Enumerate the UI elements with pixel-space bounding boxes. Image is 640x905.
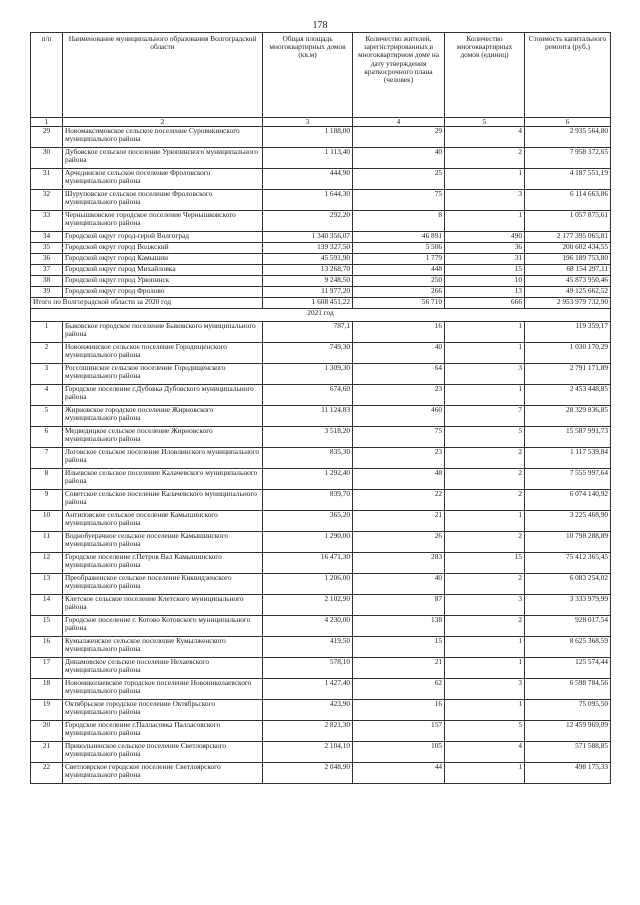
houses-value: 10	[445, 276, 525, 287]
area-value: 419,50	[263, 637, 353, 658]
row-number: 19	[31, 700, 63, 721]
total-area: 1 608 451,22	[263, 298, 353, 309]
area-value: 835,30	[263, 448, 353, 469]
row-number: 4	[31, 385, 63, 406]
row-number: 1	[31, 322, 63, 343]
houses-value: 1	[445, 658, 525, 679]
row-number: 34	[31, 232, 63, 243]
residents-value: 26	[353, 532, 445, 553]
cost-value: 49 125 662,52	[525, 287, 611, 298]
municipality-name: Городской округ город Камышин	[63, 254, 263, 265]
houses-value: 1	[445, 763, 525, 784]
area-value: 1 292,40	[263, 469, 353, 490]
row-number: 9	[31, 490, 63, 511]
table-row	[31, 469, 611, 490]
residents-value: 283	[353, 553, 445, 574]
cost-value: 28 329 836,85	[525, 406, 611, 427]
municipality-name: Городской округ город Урюпинск	[63, 276, 263, 287]
cost-value: 6 083 254,02	[525, 574, 611, 595]
houses-value: 2	[445, 469, 525, 490]
row-number: 35	[31, 243, 63, 254]
municipality-name: Жирновское городское поселение Жирновского муниципального района	[63, 406, 263, 427]
area-value: 16 471,30	[263, 553, 353, 574]
cost-value: 196 189 753,80	[525, 254, 611, 265]
houses-value: 15	[445, 553, 525, 574]
table-row	[31, 265, 611, 276]
residents-value: 23	[353, 385, 445, 406]
municipality-name: Россошинское сельское поселение Городищенского муниципального района	[63, 364, 263, 385]
cost-value: 7 958 372,65	[525, 148, 611, 169]
cost-value: 3 333 979,99	[525, 595, 611, 616]
area-value: 1 644,30	[263, 190, 353, 211]
residents-value: 29	[353, 127, 445, 148]
municipality-name: Медведицкое сельское поселение Жирновского муниципального района	[63, 427, 263, 448]
residents-value: 8	[353, 211, 445, 232]
residents-value: 87	[353, 595, 445, 616]
residents-value: 5 506	[353, 243, 445, 254]
cost-value: 3 225 468,90	[525, 511, 611, 532]
table-row	[31, 148, 611, 169]
municipality-name: Городской округ город Волжский	[63, 243, 263, 254]
municipality-name: Клетское сельское поселение Клетского муниципального района	[63, 595, 263, 616]
row-number: 17	[31, 658, 63, 679]
year-label: 2021 год	[31, 309, 611, 322]
municipality-name: Воднобуерачное сельское поселение Камышинского муниципального района	[63, 532, 263, 553]
residents-value: 40	[353, 343, 445, 364]
column-number: 1	[31, 118, 63, 127]
houses-value: 5	[445, 427, 525, 448]
row-number: 14	[31, 595, 63, 616]
houses-value: 2	[445, 574, 525, 595]
table-row	[31, 364, 611, 385]
area-value: 292,20	[263, 211, 353, 232]
table-row	[31, 721, 611, 742]
header-index: п/п	[31, 33, 63, 118]
residents-value: 15	[353, 637, 445, 658]
cost-value: 75 095,50	[525, 700, 611, 721]
houses-value: 3	[445, 190, 525, 211]
row-number: 38	[31, 276, 63, 287]
municipality-name: Шуруповское сельское поселение Фроловского муниципального района	[63, 190, 263, 211]
area-value: 839,70	[263, 490, 353, 511]
municipality-name: Новониколаевское городское поселение Новониколаевского муниципального района	[63, 679, 263, 700]
column-number: 3	[263, 118, 353, 127]
cost-value: 15 587 991,73	[525, 427, 611, 448]
residents-value: 448	[353, 265, 445, 276]
row-number: 32	[31, 190, 63, 211]
column-number-row	[31, 118, 611, 127]
houses-value: 36	[445, 243, 525, 254]
row-number: 29	[31, 127, 63, 148]
area-value: 1 309,30	[263, 364, 353, 385]
row-number: 22	[31, 763, 63, 784]
municipality-name: Октябрьское городское поселение Октябрьского муниципального района	[63, 700, 263, 721]
row-number: 33	[31, 211, 63, 232]
municipality-name: Быковское городское поселение Быковского муниципального района	[63, 322, 263, 343]
houses-value: 1	[445, 700, 525, 721]
houses-value: 1	[445, 322, 525, 343]
year-row	[31, 309, 611, 322]
cost-value: 119 359,17	[525, 322, 611, 343]
header-row	[31, 33, 611, 118]
area-value: 1 290,00	[263, 532, 353, 553]
row-number: 18	[31, 679, 63, 700]
table-row	[31, 616, 611, 637]
cost-value: 2 791 171,89	[525, 364, 611, 385]
table-row	[31, 211, 611, 232]
cost-value: 2 453 448,85	[525, 385, 611, 406]
cost-value: 12 459 969,09	[525, 721, 611, 742]
cost-value: 125 574,44	[525, 658, 611, 679]
row-number: 7	[31, 448, 63, 469]
row-number: 15	[31, 616, 63, 637]
table-row	[31, 763, 611, 784]
area-value: 2 821,30	[263, 721, 353, 742]
residents-value: 75	[353, 190, 445, 211]
residents-value: 25	[353, 169, 445, 190]
area-value: 13 268,70	[263, 265, 353, 276]
page-number: 178	[312, 20, 328, 31]
municipality-name: Ильевское сельское поселение Калачевского муниципального района	[63, 469, 263, 490]
header-residents: Количество жителей, зарегистрированных в многоквартирном доме на дату утверждения краткосрочного плана (человек)	[353, 33, 445, 118]
header-area: Общая площадь многоквартирных домов (кв.м)	[263, 33, 353, 118]
table-row	[31, 276, 611, 287]
houses-value: 490	[445, 232, 525, 243]
houses-value: 7	[445, 406, 525, 427]
municipality-name: Городской округ город Фролово	[63, 287, 263, 298]
houses-value: 1	[445, 385, 525, 406]
column-number: 5	[445, 118, 525, 127]
column-number: 6	[525, 118, 611, 127]
houses-value: 1	[445, 511, 525, 532]
municipality-name: Преображенское сельское поселение Киквидзенского муниципального района	[63, 574, 263, 595]
row-number: 10	[31, 511, 63, 532]
area-value: 1 206,00	[263, 574, 353, 595]
table-row	[31, 679, 611, 700]
area-value: 45 591,90	[263, 254, 353, 265]
cost-value: 2 177 395 065,81	[525, 232, 611, 243]
residents-value: 44	[353, 763, 445, 784]
area-value: 1 340 356,07	[263, 232, 353, 243]
cost-value: 1 057 875,61	[525, 211, 611, 232]
houses-value: 1	[445, 169, 525, 190]
cost-value: 4 187 551,19	[525, 169, 611, 190]
table-row	[31, 574, 611, 595]
residents-value: 23	[353, 448, 445, 469]
table-row	[31, 427, 611, 448]
houses-value: 1	[445, 211, 525, 232]
houses-value: 13	[445, 287, 525, 298]
row-number: 3	[31, 364, 63, 385]
area-value: 9 248,50	[263, 276, 353, 287]
residents-value: 40	[353, 574, 445, 595]
area-value: 365,20	[263, 511, 353, 532]
table-row	[31, 700, 611, 721]
municipality-name: Городское поселение г. Котово Котовского муниципального района	[63, 616, 263, 637]
houses-value: 2	[445, 616, 525, 637]
cost-value: 7 555 997,64	[525, 469, 611, 490]
residents-value: 21	[353, 658, 445, 679]
houses-value: 31	[445, 254, 525, 265]
header-cost: Стоимость капитального ремонта (руб.)	[525, 33, 611, 118]
column-number: 4	[353, 118, 445, 127]
municipality-name: Чернышковское городское поселение Чернышковского муниципального района	[63, 211, 263, 232]
cost-value: 928 017,54	[525, 616, 611, 637]
houses-value: 1	[445, 637, 525, 658]
cost-value: 1 030 170,29	[525, 343, 611, 364]
area-value: 4 230,00	[263, 616, 353, 637]
municipality-name: Дубовское сельское поселение Урюпинского муниципального района	[63, 148, 263, 169]
total-cost: 2 953 979 732,90	[525, 298, 611, 309]
residents-value: 64	[353, 364, 445, 385]
total-row	[31, 298, 611, 309]
municipality-name: Городской округ город Михайловка	[63, 265, 263, 276]
table-row	[31, 742, 611, 763]
row-number: 20	[31, 721, 63, 742]
area-value: 11 977,20	[263, 287, 353, 298]
municipality-name: Арчединское сельское поселение Фроловского муниципального района	[63, 169, 263, 190]
area-value: 1 188,00	[263, 127, 353, 148]
row-number: 6	[31, 427, 63, 448]
houses-value: 3	[445, 364, 525, 385]
area-value: 1 113,40	[263, 148, 353, 169]
total-houses: 666	[445, 298, 525, 309]
row-number: 8	[31, 469, 63, 490]
residents-value: 1 779	[353, 254, 445, 265]
houses-value: 2	[445, 448, 525, 469]
table-row	[31, 448, 611, 469]
houses-value: 2	[445, 490, 525, 511]
cost-value: 75 412 365,45	[525, 553, 611, 574]
table-row	[31, 406, 611, 427]
municipality-name: Городской округ город-герой Волгоград	[63, 232, 263, 243]
municipality-name: Привольненское сельское поселение Светлоярского муниципального района	[63, 742, 263, 763]
residents-value: 46 891	[353, 232, 445, 243]
table-row	[31, 287, 611, 298]
cost-value: 1 117 539,84	[525, 448, 611, 469]
residents-value: 16	[353, 700, 445, 721]
table-row	[31, 190, 611, 211]
table-row	[31, 637, 611, 658]
area-value: 787,1	[263, 322, 353, 343]
capital-repair-table	[30, 32, 611, 784]
cost-value: 6 598 784,56	[525, 679, 611, 700]
houses-value: 2	[445, 532, 525, 553]
houses-value: 4	[445, 742, 525, 763]
municipality-name: Логовское сельское поселение Иловлинского муниципального района	[63, 448, 263, 469]
cost-value: 6 114 663,86	[525, 190, 611, 211]
table-row	[31, 658, 611, 679]
residents-value: 21	[353, 511, 445, 532]
table-row	[31, 343, 611, 364]
residents-value: 157	[353, 721, 445, 742]
area-value: 11 124,83	[263, 406, 353, 427]
cost-value: 498 175,33	[525, 763, 611, 784]
municipality-name: Новонжинское сельское поселение Городищенского муниципального района	[63, 343, 263, 364]
row-number: 5	[31, 406, 63, 427]
residents-value: 460	[353, 406, 445, 427]
row-number: 11	[31, 532, 63, 553]
table-row	[31, 243, 611, 254]
area-value: 2 102,90	[263, 595, 353, 616]
houses-value: 2	[445, 148, 525, 169]
area-value: 2 048,90	[263, 763, 353, 784]
area-value: 749,30	[263, 343, 353, 364]
municipality-name: Городское поселение г.Петров Вал Камышинского муниципального района	[63, 553, 263, 574]
municipality-name: Советское сельское поселение Калачевского муниципального района	[63, 490, 263, 511]
municipality-name: Антиповское сельское поселение Камышинского муниципального района	[63, 511, 263, 532]
residents-value: 22	[353, 490, 445, 511]
table-row	[31, 254, 611, 265]
table-row	[31, 490, 611, 511]
area-value: 423,90	[263, 700, 353, 721]
table-row	[31, 322, 611, 343]
residents-value: 250	[353, 276, 445, 287]
cost-value: 8 625 368,59	[525, 637, 611, 658]
row-number: 39	[31, 287, 63, 298]
table-row	[31, 532, 611, 553]
area-value: 674,60	[263, 385, 353, 406]
municipality-name: Светлоярское городское поселение Светлоярского муниципального района	[63, 763, 263, 784]
row-number: 12	[31, 553, 63, 574]
houses-value: 1	[445, 343, 525, 364]
houses-value: 3	[445, 595, 525, 616]
area-value: 2 104,10	[263, 742, 353, 763]
row-number: 30	[31, 148, 63, 169]
header-houses: Количество многоквартирных домов (единиц)	[445, 33, 525, 118]
header-municipality: Наименование муниципального образования Волгоградской области	[63, 33, 263, 118]
table-row	[31, 511, 611, 532]
cost-value: 2 935 564,80	[525, 127, 611, 148]
municipality-name: Динамовское сельское поселение Нехаевского муниципального района	[63, 658, 263, 679]
total-label: Итого по Волгоградской области за 2020 год	[31, 298, 263, 309]
residents-value: 266	[353, 287, 445, 298]
cost-value: 571 588,85	[525, 742, 611, 763]
municipality-name: Кумылженское сельское поселение Кумылженского муниципального района	[63, 637, 263, 658]
residents-value: 75	[353, 427, 445, 448]
row-number: 2	[31, 343, 63, 364]
row-number: 16	[31, 637, 63, 658]
residents-value: 138	[353, 616, 445, 637]
table-row	[31, 127, 611, 148]
residents-value: 16	[353, 322, 445, 343]
houses-value: 15	[445, 265, 525, 276]
total-residents: 56 710	[353, 298, 445, 309]
table-row	[31, 553, 611, 574]
row-number: 36	[31, 254, 63, 265]
houses-value: 3	[445, 679, 525, 700]
cost-value: 10 798 288,89	[525, 532, 611, 553]
row-number: 31	[31, 169, 63, 190]
cost-value: 6 074 140,92	[525, 490, 611, 511]
residents-value: 40	[353, 148, 445, 169]
residents-value: 48	[353, 469, 445, 490]
municipality-name: Городское поселение г.Дубовка Дубовского муниципального района	[63, 385, 263, 406]
table-row	[31, 595, 611, 616]
table-row	[31, 169, 611, 190]
row-number: 37	[31, 265, 63, 276]
cost-value: 45 873 950,46	[525, 276, 611, 287]
area-value: 1 427,40	[263, 679, 353, 700]
houses-value: 5	[445, 721, 525, 742]
houses-value: 4	[445, 127, 525, 148]
residents-value: 105	[353, 742, 445, 763]
area-value: 444,90	[263, 169, 353, 190]
row-number: 21	[31, 742, 63, 763]
area-value: 578,10	[263, 658, 353, 679]
column-number: 2	[63, 118, 263, 127]
area-value: 139 327,50	[263, 243, 353, 254]
table-row	[31, 385, 611, 406]
table-row	[31, 232, 611, 243]
municipality-name: Новомаксимовское сельское поселение Суровикинского муниципального района	[63, 127, 263, 148]
municipality-name: Городское поселение г.Палласовка Палласовского муниципального района	[63, 721, 263, 742]
residents-value: 62	[353, 679, 445, 700]
cost-value: 200 602 434,55	[525, 243, 611, 254]
row-number: 13	[31, 574, 63, 595]
area-value: 3 518,20	[263, 427, 353, 448]
cost-value: 68 154 297,11	[525, 265, 611, 276]
